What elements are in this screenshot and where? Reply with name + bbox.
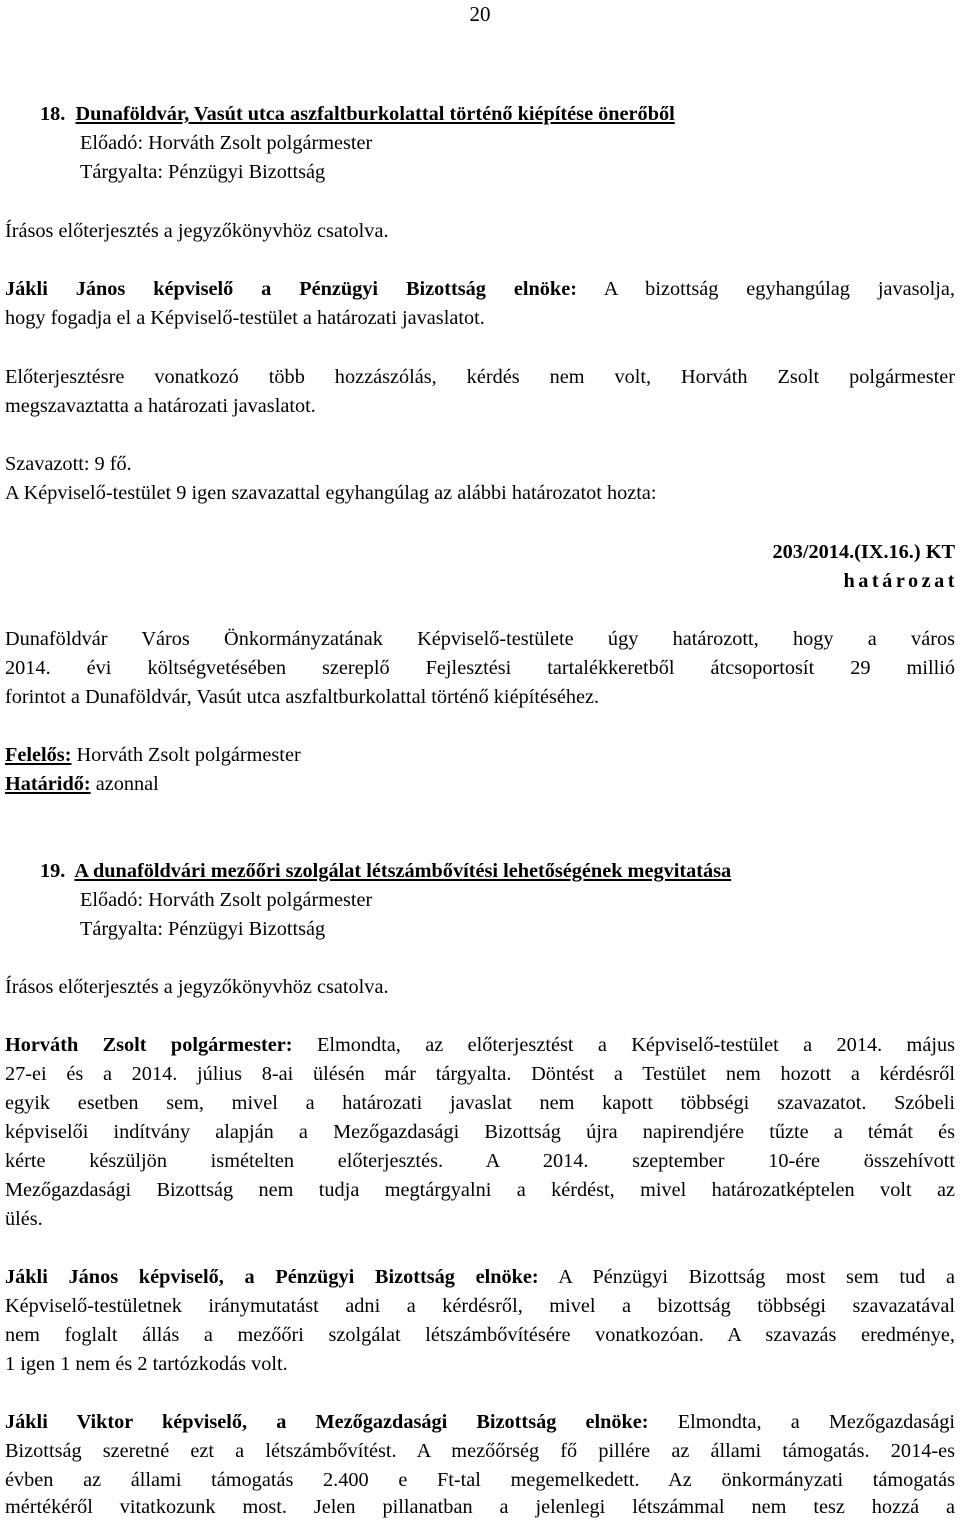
item18-committee: Tárgyalta: Pénzügyi Bizottság <box>80 161 326 183</box>
responsible <box>5 741 955 770</box>
resolution-text-line3: forintot a Dunaföldvár, Vasút utca aszfaltburkolattal történő kiépítéséhez. <box>5 686 600 708</box>
resolution-number: 203/2014.(IX.16.) KT <box>772 541 955 563</box>
resolution-text-line2: 2014. évi költségvetésében szereplő Fejlesztési tartalékkeretből átcsoportosít 29 millió <box>5 657 955 679</box>
item19-p1-line6: Mezőgazdasági Bizottság nem tudja megtárgyalni a kérdést, mivel határozatképtelen volt az <box>5 1179 955 1201</box>
item19-p1-line2: 27-ei és a 2014. július 8-ai ülésén már tárgyalta. Döntést a Testület nem hozott a kérdésről <box>5 1063 955 1085</box>
item19-p2-speaker: Jákli János képviselő, a Pénzügyi Bizottság elnöke: <box>5 1266 539 1288</box>
item18-speaker1-line1: Jákli János képviselő a Pénzügyi Bizottság elnöke: A bizottság egyhangúlag javasolja, <box>5 278 955 300</box>
resolution-text-line1: Dunaföldvár Város Önkormányzatának Képviselő-testülete úgy határozott, hogy a város <box>5 628 955 650</box>
item19-p1-line1: Horváth Zsolt polgármester: Elmondta, az előterjesztést a Képviselő-testület a 2014. május <box>5 1034 955 1056</box>
item18-speaker1-line2: hogy fogadja el a Képviselő-testület a határozati javaslatot. <box>5 307 485 329</box>
item18-speaker1-name: Jákli János képviselő a Pénzügyi Bizottság elnöke: <box>5 278 577 300</box>
item19-p3-line4: mértékéről vitatkozunk most. Jelen pillanatban a jelenlegi létszámmal nem tesz hozzá a <box>5 1496 955 1518</box>
item18-title: Dunaföldvár, Vasút utca aszfaltburkolattal történő kiépítése önerőből <box>75 103 675 125</box>
resolution-word: határozat <box>843 570 958 592</box>
item19-p1-line3: egyik esetben sem, mivel a határozati javaslat nem kapott többségi szavazatot. Szóbeli <box>5 1092 955 1114</box>
page-number: 20 <box>469 2 491 26</box>
item19-p2-line3: nem foglalt állás a mezőőri szolgálat létszámbővítésére vonatkozóan. A szavazás eredménye, <box>5 1324 955 1346</box>
item19-committee: Tárgyalta: Pénzügyi Bizottság <box>80 918 326 940</box>
item19-p3-line2: Bizottság szeretné ezt a létszámbővítést. A mezőőrség fő pillére az állami támogatás. 2014-es <box>5 1440 955 1462</box>
item19-p3-line1: Jákli Viktor képviselő, a Mezőgazdasági Bizottság elnöke: Elmondta, a Mezőgazdasági <box>5 1411 955 1433</box>
item19-number: 19. <box>40 860 66 882</box>
responsible-value: Horváth Zsolt polgármester <box>76 744 301 766</box>
item19-presenter: Előadó: Horváth Zsolt polgármester <box>80 889 373 911</box>
item18-number: 18. <box>40 103 66 125</box>
item19-heading <box>40 857 955 886</box>
item18-decision-intro: A Képviselő-testület 9 igen szavazattal egyhangúlag az alábbi határozatot hozta: <box>5 482 657 504</box>
item18-vote-line2: megszavaztatta a határozati javaslatot. <box>5 395 316 417</box>
item19-p3-line3: évben az állami támogatás 2.400 e Ft-tal megemelkedett. Az önkormányzati támogatás <box>5 1469 955 1491</box>
item19-p1-line4: képviselői indítvány alapján a Mezőgazdasági Bizottság újra napirendjére tűzte a témát és <box>5 1121 955 1143</box>
item18-votes: Szavazott: 9 fő. <box>5 453 132 475</box>
item19-p1-line7: ülés. <box>5 1208 43 1230</box>
item19-p2-line2: Képviselő-testületnek iránymutatást adni a kérdésről, mivel a bizottság többségi szavazatával <box>5 1295 955 1317</box>
item19-p1-line5: kérte készüljön ismételten előterjesztés. A 2014. szeptember 10-ére összehívott <box>5 1150 955 1172</box>
deadline <box>5 770 955 799</box>
deadline-value: azonnal <box>95 773 159 795</box>
item19-p1-speaker: Horváth Zsolt polgármester: <box>5 1034 293 1056</box>
item18-vote-line1: Előterjesztésre vonatkozó több hozzászólás, kérdés nem volt, Horváth Zsolt polgármester <box>5 366 955 388</box>
item19-p2-line1: Jákli János képviselő, a Pénzügyi Bizottság elnöke: A Pénzügyi Bizottság most sem tud a <box>5 1266 956 1288</box>
item18-attached: Írásos előterjesztés a jegyzőkönyvhöz csatolva. <box>5 220 389 242</box>
deadline-label: Határidő: <box>5 773 91 795</box>
item19-attached: Írásos előterjesztés a jegyzőkönyvhöz csatolva. <box>5 976 389 998</box>
item19-p2-line4: 1 igen 1 nem és 2 tartózkodás volt. <box>5 1353 288 1375</box>
item18-heading <box>40 100 955 129</box>
item19-p3-speaker: Jákli Viktor képviselő, a Mezőgazdasági Bizottság elnöke: <box>5 1411 649 1433</box>
item18-presenter: Előadó: Horváth Zsolt polgármester <box>80 132 373 154</box>
item19-title: A dunaföldvári mezőőri szolgálat létszámbővítési lehetőségének megvitatása <box>74 860 732 882</box>
responsible-label: Felelős: <box>5 744 72 766</box>
